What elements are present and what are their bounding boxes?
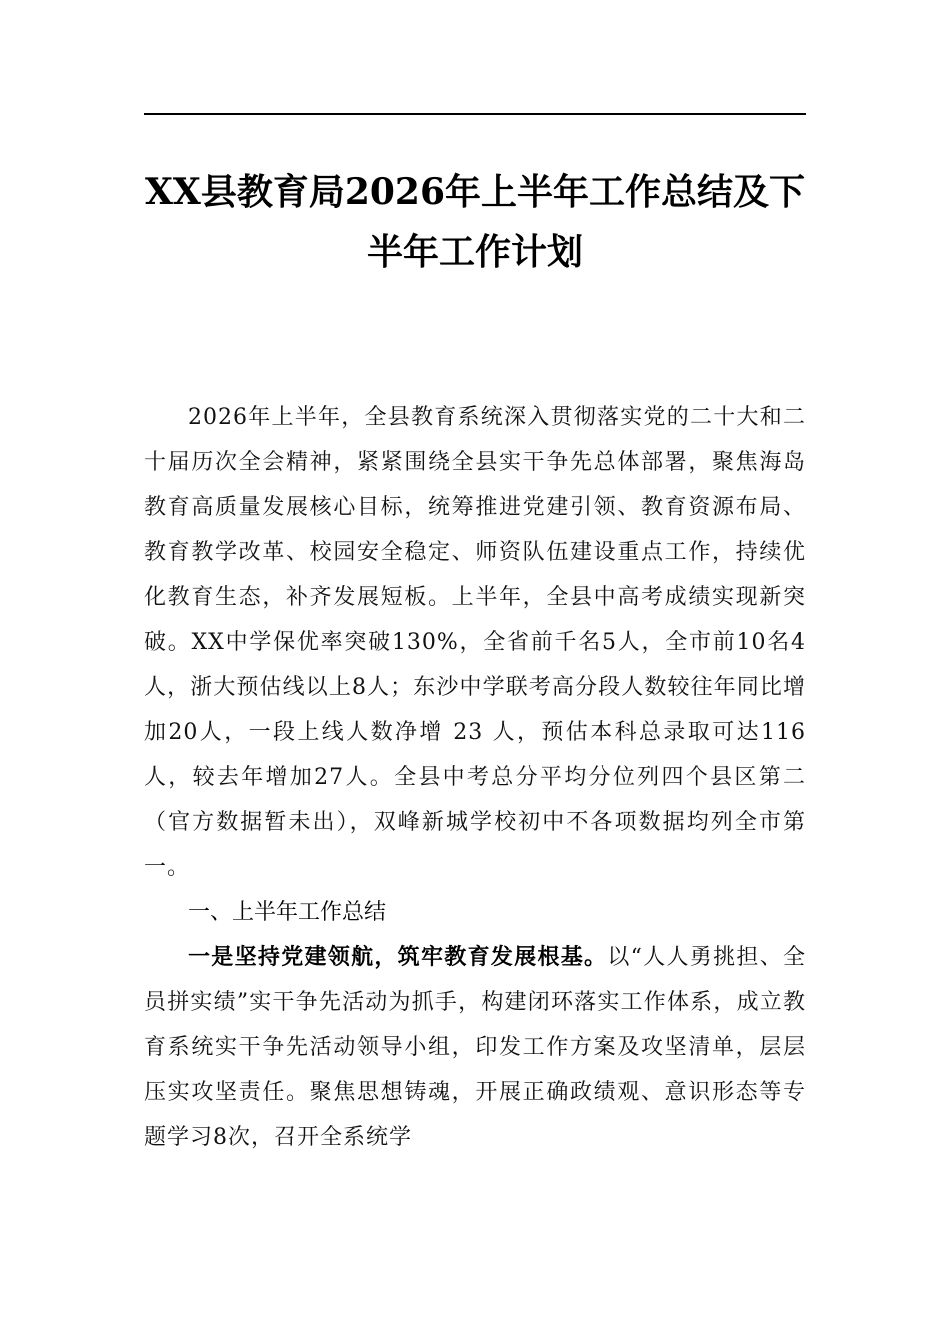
- paragraph-lead: 一是坚持党建领航，筑牢教育发展根基。: [188, 945, 608, 970]
- title-line-2: 半年工作计划: [366, 231, 583, 273]
- section-heading: 一、上半年工作总结: [188, 900, 387, 925]
- header-rule: [144, 113, 806, 115]
- intro-paragraph: 2026年上半年，全县教育系统深入贯彻落实党的二十大和二十届历次全会精神，紧紧围绕全县实干争先总体部署，聚焦海岛教育高质量发展核心目标，统筹推进党建引领、教育资源布局、教育教学改革、校园安全稳定、师资队伍建设重点工作，持续优化教育生态，补齐发展短板。上半年，全县中高考成绩实现新突破。XX中学保优率突破130%，全省前千名5人，全市前10名4人，浙大预估线以上8人；东沙中学联考高分段人数较往年同比增加20人，一段上线人数净增 23 人，预估本科总录取可达116人，较去年增加27人。全县中考总分平均分位列四个县区第二（官方数据暂未出），双峰新城学校初中不各项数据均列全市第一。: [144, 405, 806, 880]
- section-paragraph: [144, 935, 806, 1160]
- document-title: [144, 162, 806, 282]
- title-line-1: XX县教育局2026年上半年工作总结及下: [144, 171, 806, 213]
- document-body: [144, 395, 806, 1160]
- paragraph-text: 以“人人勇挑担、全员拼实绩”实干争先活动为抓手，构建闭环落实工作体系，成立教育系统实干争先活动领导小组，印发工作方案及攻坚清单，层层压实攻坚责任。聚焦思想铸魂，开展正确政绩观、意识形态等专题学习8次，召开全系统学: [144, 945, 806, 1150]
